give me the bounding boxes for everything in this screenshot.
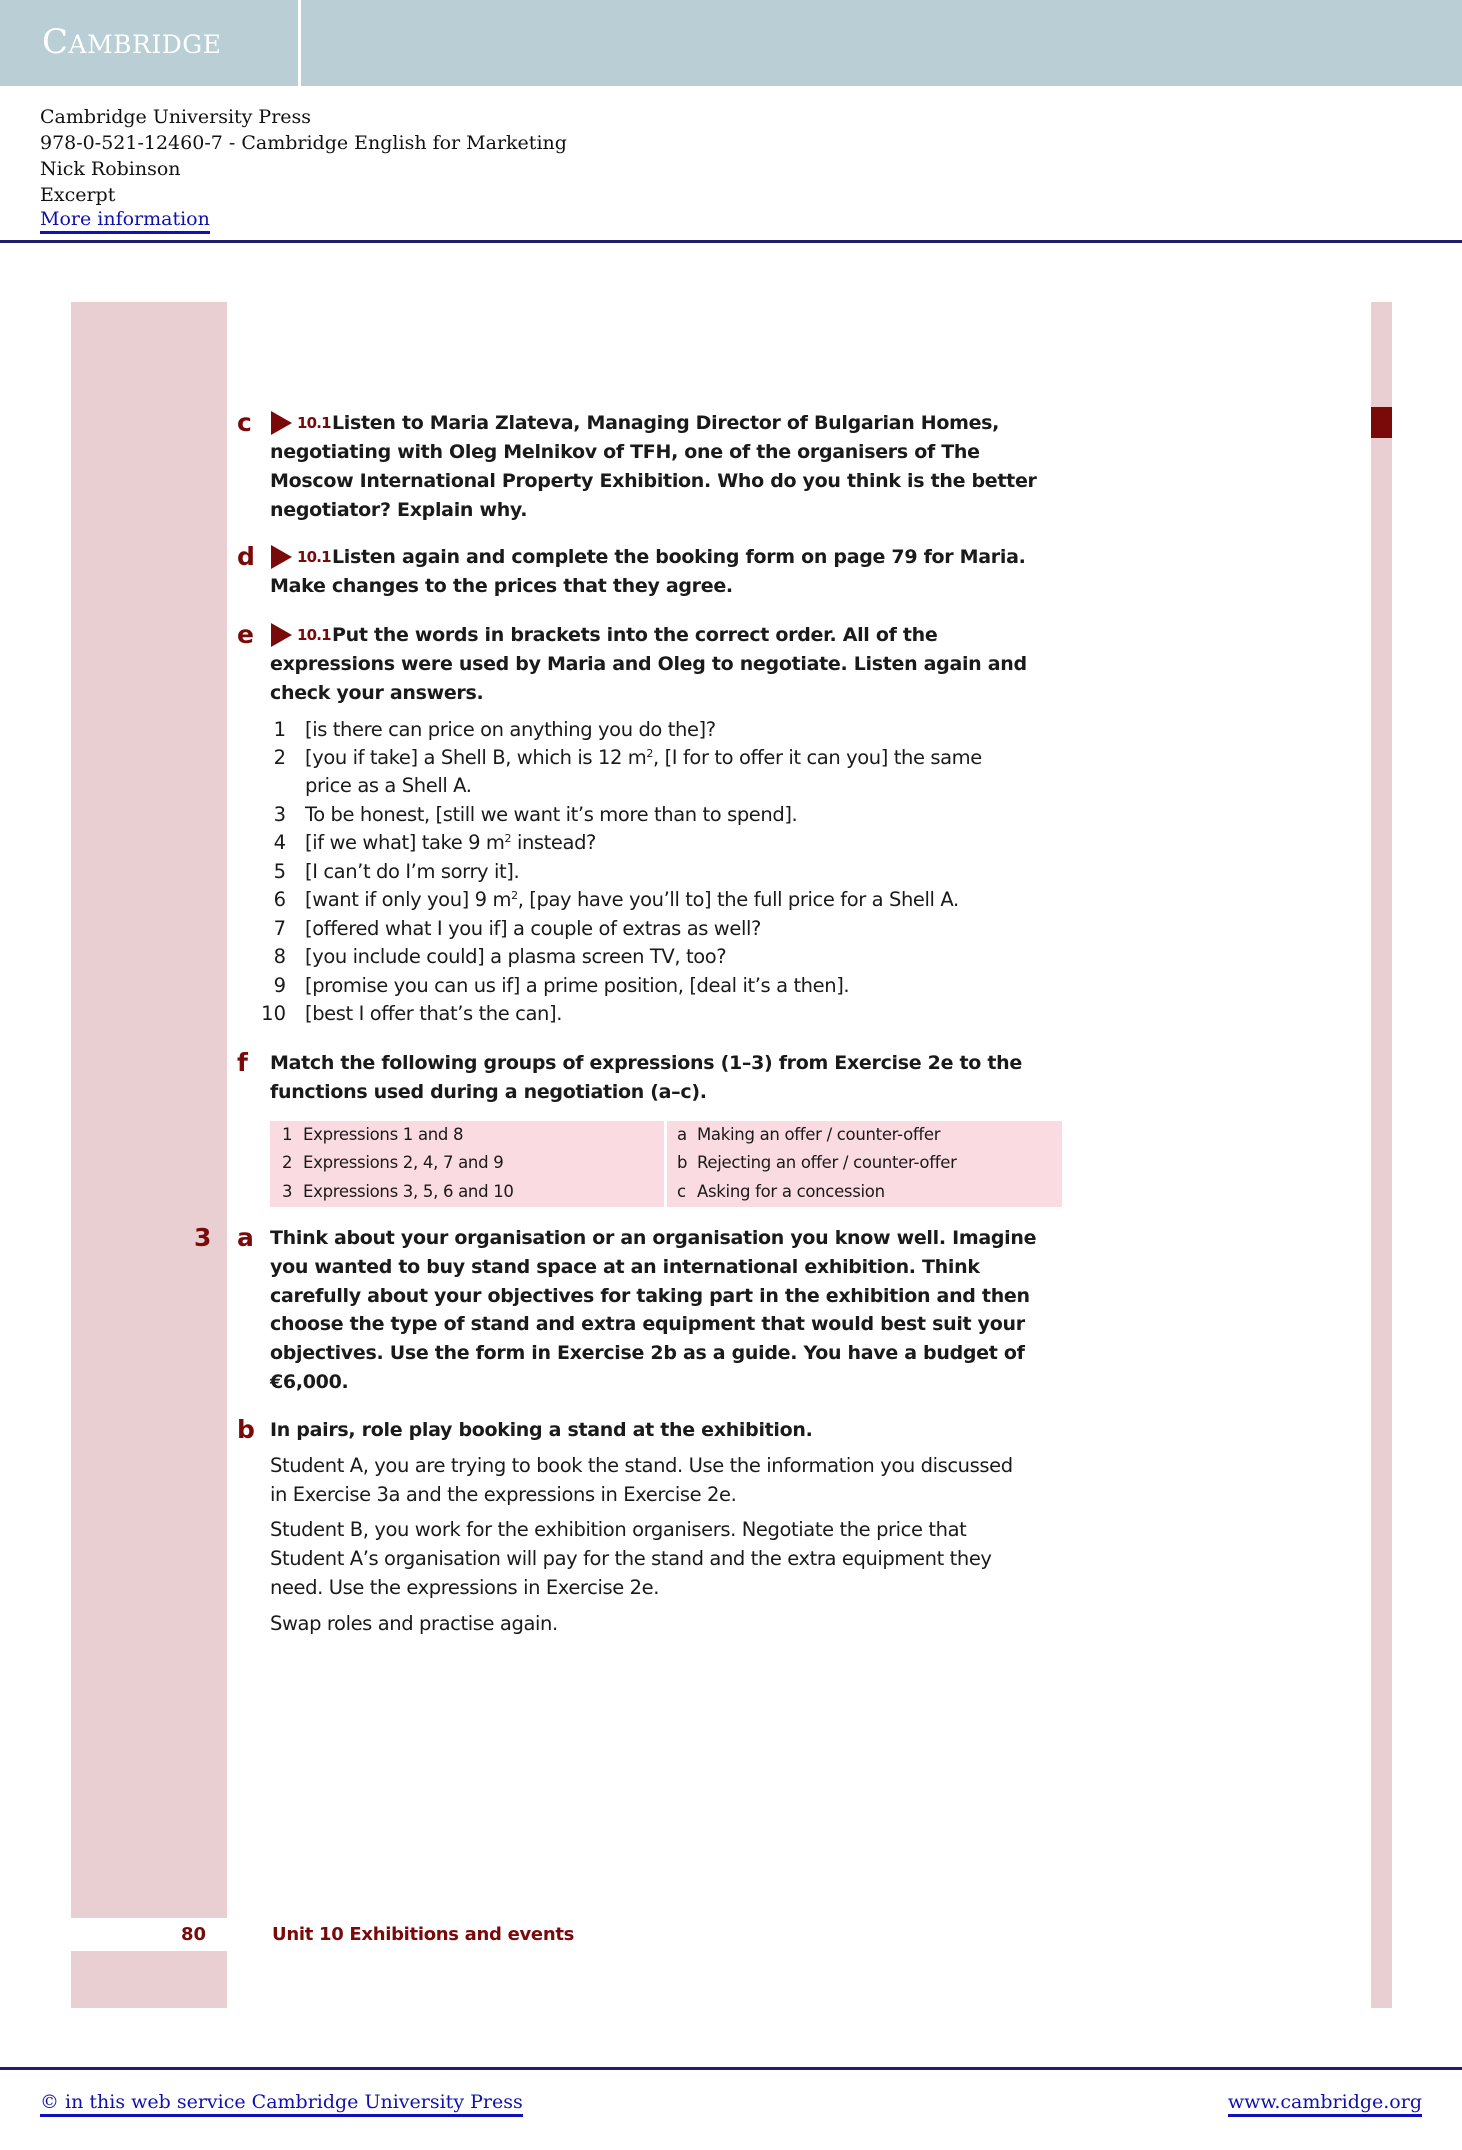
author-name: Nick Robinson	[40, 158, 181, 180]
superscript: 2	[511, 889, 518, 902]
instruction-heading: In pairs, role play booking a stand at the exhibition.	[270, 1419, 813, 1441]
logo-text: CAMBRIDGE	[42, 22, 222, 62]
item-text: [is there can price on anything you do the]?	[305, 718, 716, 741]
publisher-name: Cambridge University Press	[40, 106, 312, 128]
item-number: 3	[273, 803, 286, 826]
audio-play-icon[interactable]	[271, 411, 292, 435]
header-rule	[0, 240, 1462, 243]
instruction-line: €6,000.	[270, 1371, 349, 1393]
instruction-line: Make changes to the prices that they agree.	[270, 575, 733, 597]
row-key: 2	[282, 1153, 293, 1172]
item-text	[305, 829, 596, 857]
instruction-line: negotiator? Explain why.	[270, 499, 528, 521]
item-number: 2	[273, 746, 286, 769]
instruction-line: negotiating with Oleg Melnikov of TFH, one of the organisers of The	[270, 441, 980, 463]
row-key: b	[677, 1153, 688, 1172]
item-text	[305, 886, 959, 914]
exercise-letter: d	[237, 542, 255, 571]
row-text: Rejecting an offer / counter-offer	[697, 1153, 957, 1172]
swap-roles-line: Swap roles and practise again.	[270, 1612, 558, 1635]
item-text-part: [if we what] take 9 m	[305, 831, 505, 854]
item-text-part: [want if only you] 9 m	[305, 888, 512, 911]
instruction-line: Moscow International Property Exhibition. Who do you think is the better	[270, 470, 1037, 492]
row-key: a	[677, 1125, 687, 1144]
instruction-line: carefully about your objectives for taking part in the exhibition and then	[270, 1285, 1030, 1307]
exercise-letter: a	[237, 1223, 254, 1252]
item-number: 4	[273, 831, 286, 854]
item-text: [promise you can us if] a prime position, [deal it’s a then].	[305, 974, 850, 997]
instruction-line: Match the following groups of expressions (1–3) from Exercise 2e to the	[270, 1052, 1022, 1074]
student-b-line: need. Use the expressions in Exercise 2e.	[270, 1576, 660, 1599]
exercise-letter: e	[237, 620, 254, 649]
item-text: To be honest, [still we want it’s more than to spend].	[305, 803, 798, 826]
table-divider	[664, 1121, 667, 1207]
item-number: 5	[273, 860, 286, 883]
track-number: 10.1	[297, 414, 331, 432]
row-text: Making an offer / counter-offer	[697, 1125, 941, 1144]
page-number: 80	[180, 1924, 206, 1945]
banner-divider	[298, 0, 301, 86]
instruction-line: choose the type of stand and extra equipment that would best suit your	[270, 1313, 1025, 1335]
unit-title: Unit 10 Exhibitions and events	[272, 1924, 575, 1945]
track-number: 10.1	[297, 548, 331, 566]
section-marker	[1371, 407, 1392, 438]
instruction-line: objectives. Use the form in Exercise 2b as a guide. You have a budget of	[270, 1342, 1025, 1364]
exercise-letter: c	[237, 408, 252, 437]
copyright-link[interactable]: © in this web service Cambridge University Press	[40, 2090, 523, 2117]
student-a-line: Student A, you are trying to book the stand. Use the information you discussed	[270, 1454, 1013, 1477]
item-number: 7	[273, 917, 286, 940]
item-text-continued: price as a Shell A.	[305, 774, 472, 797]
more-information-link[interactable]: More information	[40, 208, 210, 234]
item-text: [best I offer that’s the can].	[305, 1002, 563, 1025]
instruction-line: you wanted to buy stand space at an international exhibition. Think	[270, 1256, 980, 1278]
exercise-letter: b	[237, 1415, 255, 1444]
instruction-line: expressions were used by Maria and Oleg to negotiate. Listen again and	[270, 653, 1027, 675]
footer-rule	[0, 2067, 1462, 2070]
instruction-line: Put the words in brackets into the correct order. All of the	[332, 624, 938, 646]
item-text-part: instead?	[511, 831, 596, 854]
instruction-line: functions used during a negotiation (a–c).	[270, 1081, 707, 1103]
item-number: 10	[261, 1002, 286, 1025]
item-text: [I can’t do I’m sorry it].	[305, 860, 520, 883]
student-b-line: Student B, you work for the exhibition organisers. Negotiate the price that	[270, 1518, 967, 1541]
item-text	[305, 744, 982, 772]
item-text-part: [you if take] a Shell B, which is 12 m	[305, 746, 647, 769]
left-margin-band-bottom	[71, 1951, 227, 2008]
item-text: [offered what I you if] a couple of extras as well?	[305, 917, 761, 940]
row-key: 1	[282, 1125, 293, 1144]
row-text: Expressions 3, 5, 6 and 10	[303, 1182, 514, 1201]
item-number: 9	[273, 974, 286, 997]
right-margin-strip	[1371, 302, 1392, 2008]
student-b-line: Student A’s organisation will pay for the stand and the extra equipment they	[270, 1547, 992, 1570]
instruction-line: check your answers.	[270, 682, 484, 704]
superscript: 2	[504, 832, 512, 845]
item-text-part: , [I for to offer it can you] the same	[653, 746, 982, 769]
item-number: 6	[273, 888, 286, 911]
item-number: 1	[273, 718, 286, 741]
instruction-line: Listen to Maria Zlateva, Managing Director of Bulgarian Homes,	[332, 412, 1000, 434]
instruction-line: Think about your organisation or an organisation you know well. Imagine	[270, 1227, 1037, 1249]
exercise-letter: f	[237, 1048, 248, 1077]
superscript: 2	[646, 747, 653, 760]
audio-play-icon[interactable]	[271, 545, 292, 569]
audio-play-icon[interactable]	[271, 623, 292, 647]
student-a-line: in Exercise 3a and the expressions in Exercise 2e.	[270, 1483, 737, 1506]
exercise-number: 3	[194, 1223, 212, 1252]
cambridge-logo	[42, 22, 222, 65]
row-text: Expressions 2, 4, 7 and 9	[303, 1153, 504, 1172]
item-text: [you include could] a plasma screen TV, too?	[305, 945, 727, 968]
item-number: 8	[273, 945, 286, 968]
row-text: Expressions 1 and 8	[303, 1125, 464, 1144]
row-key: 3	[282, 1182, 293, 1201]
cambridge-website-link[interactable]: www.cambridge.org	[1228, 2090, 1422, 2117]
left-margin-band	[71, 302, 227, 1918]
row-text: Asking for a concession	[697, 1182, 885, 1201]
track-number: 10.1	[297, 626, 331, 644]
doc-type: Excerpt	[40, 184, 116, 206]
isbn-title: 978-0-521-12460-7 - Cambridge English for Marketing	[40, 132, 567, 154]
row-key: c	[677, 1182, 686, 1201]
item-text-part: , [pay have you’ll to] the full price for a Shell A.	[517, 888, 959, 911]
instruction-line: Listen again and complete the booking form on page 79 for Maria.	[332, 546, 1026, 568]
